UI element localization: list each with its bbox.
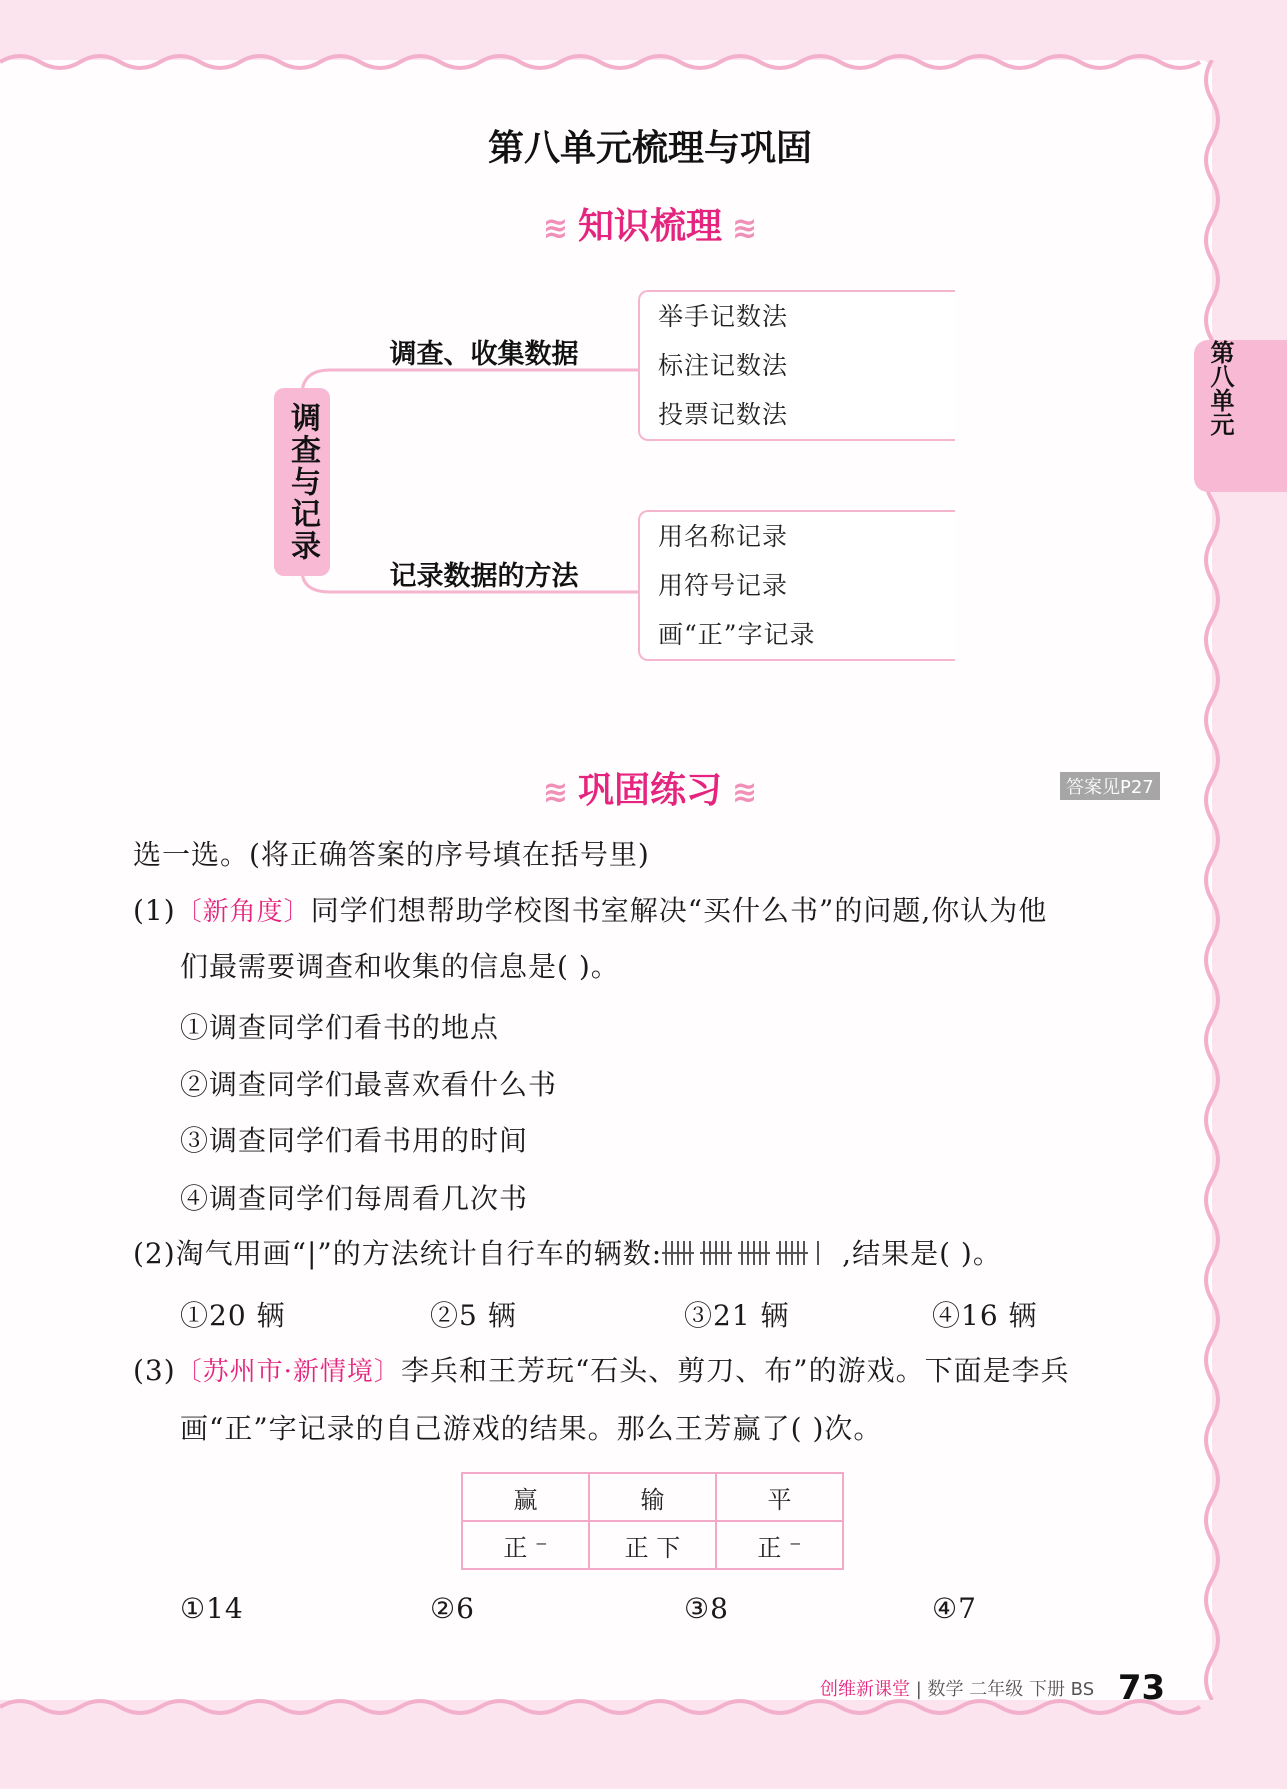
wave-deco-icon: ≋ bbox=[732, 775, 758, 810]
question-number: (3) bbox=[133, 1354, 176, 1387]
table-header: 输 bbox=[589, 1473, 716, 1521]
option: ②5 辆 bbox=[430, 1299, 517, 1332]
wave-deco-icon: ≋ bbox=[542, 775, 568, 810]
mindmap-item: 用名称记录 bbox=[658, 522, 789, 551]
option: ①调查同学们看书的地点 bbox=[180, 1011, 500, 1044]
result-table bbox=[461, 1472, 844, 1570]
section-heading-text: 知识梳理 bbox=[577, 206, 722, 247]
question-tag: 〔新角度〕 bbox=[175, 897, 311, 927]
question-text: ,结果是( )。 bbox=[842, 1237, 1002, 1270]
option: ④16 辆 bbox=[932, 1299, 1038, 1332]
question-1-line bbox=[133, 894, 1047, 929]
table-cell: 正 ⁻ bbox=[462, 1521, 589, 1569]
instruction: 选一选。(将正确答案的序号填在括号里) bbox=[133, 838, 650, 871]
table-cell: 正 下 bbox=[589, 1521, 716, 1569]
wave-deco-icon: ≋ bbox=[732, 211, 758, 246]
mindmap-item: 用符号记录 bbox=[658, 571, 789, 600]
question-text: (2)淘气用画“|”的方法统计自行车的辆数: bbox=[133, 1237, 663, 1270]
option: ①20 辆 bbox=[180, 1299, 286, 1332]
option: ④调查同学们每周看几次书 bbox=[180, 1182, 529, 1215]
mindmap-box bbox=[638, 510, 955, 661]
mindmap-item: 投票记数法 bbox=[658, 400, 789, 429]
table-cell: 正 ⁻ bbox=[716, 1521, 843, 1569]
footer-subject: | 数学 二年级 下册 BS bbox=[915, 1679, 1095, 1700]
table-row bbox=[462, 1473, 843, 1521]
mindmap-item: 画“正”字记录 bbox=[658, 620, 816, 649]
wave-deco-icon: ≋ bbox=[542, 211, 568, 246]
table-row bbox=[462, 1521, 843, 1569]
question-tag: 〔苏州市·新情境〕 bbox=[175, 1357, 401, 1387]
option: ④7 bbox=[932, 1592, 977, 1625]
footer-brand: 创维新课堂 bbox=[820, 1679, 910, 1700]
question-3-line-2: 画“正”字记录的自己游戏的结果。那么王芳赢了( )次。 bbox=[180, 1412, 883, 1445]
mindmap-box bbox=[638, 290, 955, 441]
mindmap-branch-label: 调查、收集数据 bbox=[389, 339, 579, 370]
question-text: 李兵和王芳玩“石头、剪刀、布”的游戏。下面是李兵 bbox=[400, 1354, 1070, 1387]
question-3-line bbox=[133, 1354, 1070, 1389]
section-heading-text: 巩固练习 bbox=[577, 770, 722, 811]
unit-side-tab: 第八单元 bbox=[1194, 340, 1287, 492]
option: ③调查同学们看书用的时间 bbox=[180, 1124, 529, 1157]
option: ③21 辆 bbox=[684, 1299, 790, 1332]
tally-marks-icon bbox=[662, 1239, 842, 1267]
question-number: (1) bbox=[133, 894, 176, 927]
mindmap-item: 举手记数法 bbox=[658, 302, 789, 331]
option: ③8 bbox=[684, 1592, 729, 1625]
mindmap-branch-label: 记录数据的方法 bbox=[389, 561, 579, 592]
table-header: 平 bbox=[716, 1473, 843, 1521]
page-title: 第八单元梳理与巩固 bbox=[487, 128, 812, 169]
page-footer bbox=[820, 1668, 1165, 1708]
option: ②6 bbox=[430, 1592, 475, 1625]
question-text: 同学们想帮助学校图书室解决“买什么书”的问题,你认为他 bbox=[310, 894, 1048, 927]
question-1-line-2: 们最需要调查和收集的信息是( )。 bbox=[180, 950, 620, 983]
mindmap-item: 标注记数法 bbox=[658, 351, 789, 380]
question-2-line bbox=[133, 1237, 1002, 1271]
answer-reference: 答案见P27 bbox=[1060, 772, 1160, 800]
mindmap-root: 调查与记录 bbox=[274, 388, 330, 576]
option: ①14 bbox=[180, 1592, 244, 1625]
table-header: 赢 bbox=[462, 1473, 589, 1521]
option: ②调查同学们最喜欢看什么书 bbox=[180, 1068, 558, 1101]
page-number: 73 bbox=[1117, 1668, 1166, 1708]
